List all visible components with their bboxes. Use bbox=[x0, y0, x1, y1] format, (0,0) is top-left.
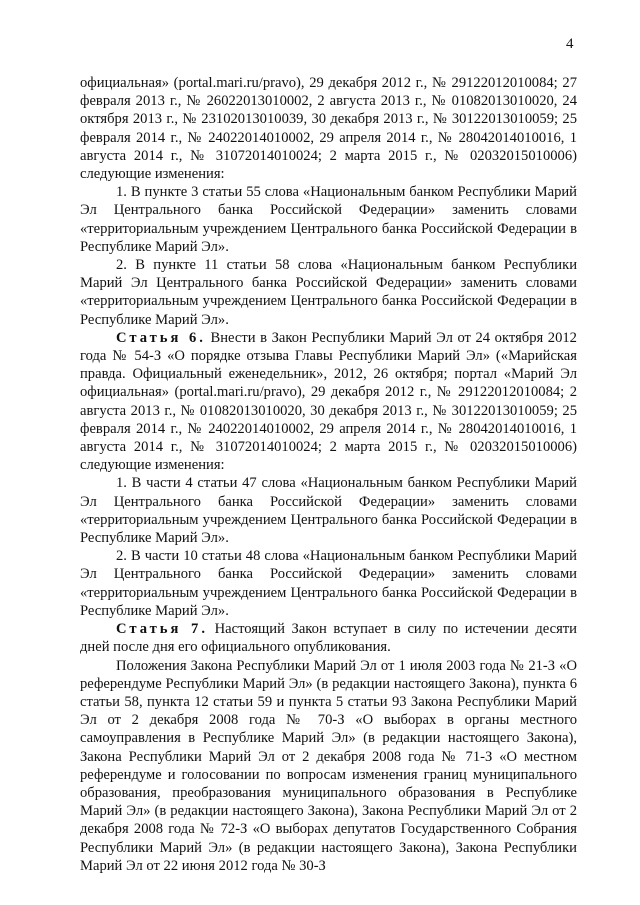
paragraph bbox=[80, 474, 577, 547]
paragraph-text: 2. В пункте 11 статьи 58 слова «Национальным банком Республики Марий Эл Центрального банка Российской Федерации» заменить словами «территориальным учреждением Центрального банка Российской Федерации в Республике Марий Эл». bbox=[80, 257, 577, 328]
paragraph bbox=[80, 547, 577, 620]
article-heading: Статья 7. bbox=[116, 621, 208, 638]
paragraph-text: Положения Закона Республики Марий Эл от 1 июля 2003 года № 21-З «О референдуме Республики Марий Эл» (в редакции настоящего Закона), пункта 6 статьи 58, пункта 12 статьи 59 и пункта 5 статьи 93 Закона Республики Марий Эл от 2 декабря 2008 года № 70-З «О выборах в органы местного самоуправления в Республике Марий Эл» (в редакции настоящего Закона), Закона Республики Марий Эл от 2 декабря 2008 года № 71-З «О местном референдуме и голосовании по вопросам изменения границ муниципального образования, преобразования муниципального образования в Республике Марий Эл» (в редакции настоящего Закона), Закона Республики Марий Эл от 2 декабря 2008 года № 72-З «О выборах депутатов Государственного Собрания Республики Марий Эл» (в редакции настоящего Закона), Закона Республики Марий Эл от 22 июня 2012 года № 30-З bbox=[80, 657, 577, 874]
article-paragraph bbox=[80, 620, 577, 656]
paragraph-text: 1. В пункте 3 статьи 55 слова «Национальным банком Республики Марий Эл Центрального банка Российской Федерации» заменить словами «территориальным учреждением Центрального банка Российской Федерации в Республике Марий Эл». bbox=[80, 184, 577, 255]
paragraph-text: 2. В части 10 статьи 48 слова «Национальным банком Республики Марий Эл Центрального банка Российской Федерации» заменить словами «территориальным учреждением Центрального банка Российской Федерации в Республике Марий Эл». bbox=[80, 548, 577, 619]
paragraph-text: Настоящий Закон вступает в силу по истечении десяти дней после дня его официального опубликования. bbox=[80, 621, 577, 656]
paragraph bbox=[80, 183, 577, 256]
paragraph bbox=[80, 256, 577, 329]
page-number: 4 bbox=[566, 36, 574, 52]
document-body bbox=[80, 74, 577, 875]
article-heading: Статья 6. bbox=[116, 329, 206, 346]
paragraph bbox=[80, 74, 577, 183]
article-paragraph bbox=[80, 329, 577, 475]
paragraph bbox=[80, 657, 577, 875]
paragraph-text: Внести в Закон Республики Марий Эл от 24 октября 2012 года № 54-З «О порядке отзыва Главы Республики Марий Эл» («Марийская правда. Официальный еженедельник», 2012, 26 октября; портал «Марий Эл официальная» (portal.mari.ru/pravo), 29 декабря 2012 г., № 29122012010084; 2 августа 2013 г., № 01082013010020, 30 декабря 2013 г., № 30122013010059; 25 февраля 2014 г., № 24022014010002, 29 апреля 2014 г., № 28042014010016, 1 августа 2014 г., № 31072014010024; 2 марта 2015 г., № 02032015010006) следующие изменения: bbox=[80, 329, 577, 474]
paragraph-text: 1. В части 4 статьи 47 слова «Национальным банком Республики Марий Эл Центрального банка Российской Федерации» заменить словами «территориальным учреждением Центрального банка Российской Федерации в Республике Марий Эл». bbox=[80, 475, 577, 547]
paragraph-text: официальная» (portal.mari.ru/pravo), 29 декабря 2012 г., № 29122012010084; 27 февраля 2013 г., № 26022013010002, 2 августа 2013 г., № 01082013010020, 24 октября 2013 г., № 23102013010039, 30 декабря 2013 г., № 30122013010059; 25 февраля 2014 г., № 24022014010002, 29 апреля 2014 г., № 28042014010016, 1 августа 2014 г., № 31072014010024; 2 марта 2015 г., № 02032015010006) следующие изменения: bbox=[80, 75, 577, 183]
